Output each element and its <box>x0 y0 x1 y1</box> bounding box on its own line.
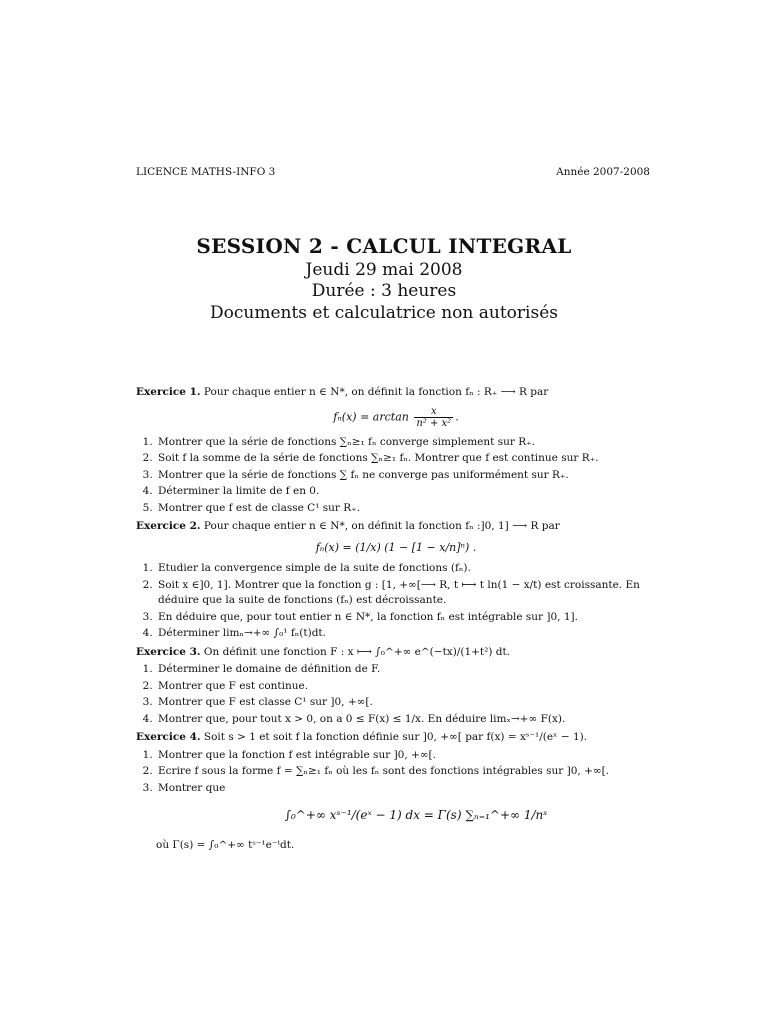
gamma-definition: où Γ(s) = ∫₀^+∞ tˢ⁻¹e⁻ᵗdt. <box>156 838 295 851</box>
question-item: 3. Montrer que F est classe C¹ sur ]0, +∞[. <box>156 695 656 711</box>
exercise-4 <box>136 730 656 746</box>
exercise-2-formula: fₙ(x) = (1/x) (1 − [1 − x/n]ⁿ) . <box>315 540 477 554</box>
question-item: 4. Déterminer la limite de f en 0. <box>156 484 656 500</box>
exercise-title: Exercice 1. <box>136 386 201 398</box>
exam-duration: Durée : 3 heures <box>311 281 457 301</box>
question-item: 3. Montrer que la série de fonctions ∑ fₙ ne converge pas uniformément sur R₊. <box>156 468 656 484</box>
exercise-2 <box>136 519 656 535</box>
title-block <box>0 234 768 324</box>
exercise-3-questions <box>136 662 656 727</box>
question-item: 1. Etudier la convergence simple de la suite de fonctions (fₙ). <box>156 561 656 577</box>
formula-lhs: fₙ(x) = arctan <box>333 410 409 423</box>
exercise-1-formula: fₙ(x) = arctan $\frac{x}{\text{n² + x²}}$ . <box>333 405 459 429</box>
question-item: 5. Montrer que f est de classe C¹ sur R₊. <box>156 501 656 517</box>
exercise-title: Exercice 4. <box>136 731 201 743</box>
question-item: 2. Montrer que F est continue. <box>156 679 656 695</box>
exercise-intro: Soit s > 1 et soit f la fonction définie sur ]0, +∞[ par f(x) = xˢ⁻¹/(eˣ − 1). <box>203 731 588 743</box>
question-item: 3. En déduire que, pour tout entier n ∈ N*, la fonction fₙ est intégrable sur ]0, 1]. <box>156 610 656 626</box>
exam-title: SESSION 2 - CALCUL INTEGRAL <box>196 234 572 258</box>
question-item: 4. Montrer que, pour tout x > 0, on a 0 ≤ F(x) ≤ 1/x. En déduire limₓ→+∞ F(x). <box>156 712 656 728</box>
question-item: 2. Ecrire f sous la forme f = ∑ₙ≥₁ fₙ où les fₙ sont des fonctions intégrables sur ]0, +∞[. <box>156 764 656 780</box>
question-item: 2. Soit x ∈]0, 1]. Montrer que la fonction g : [1, +∞[⟶ R, t ⟼ t ln(1 − x/t) est croissante. En déduire que la suite de fonctions (fₙ) est décroissante. <box>156 578 656 609</box>
year-label: Année 2007-2008 <box>556 166 650 178</box>
course-label: LICENCE MATHS-INFO 3 <box>136 166 276 178</box>
formula-fraction <box>414 406 453 429</box>
question-item: 1. Déterminer le domaine de définition de F. <box>156 662 656 678</box>
exercise-title: Exercice 2. <box>136 520 201 532</box>
exercise-intro: On définit une fonction F : x ⟼ ∫₀^+∞ e^(−tx)/(1+t²) dt. <box>203 645 511 658</box>
exercise-1-questions <box>136 435 656 517</box>
exercise-intro: Pour chaque entier n ∈ N*, on définit la fonction fₙ :]0, 1] ⟶ R par <box>203 520 560 532</box>
exercise-intro: Pour chaque entier n ∈ N*, on définit la fonction fₙ : R₊ ⟶ R par <box>203 386 549 398</box>
fraction-numerator: x <box>414 406 453 418</box>
exercise-4-questions <box>136 748 656 797</box>
exam-rules: Documents et calculatrice non autorisés <box>210 303 558 323</box>
exercise-4-formula: ∫₀^+∞ xˢ⁻¹/(eˣ − 1) dx = Γ(s) ∑ₙ₌₁^+∞ 1/nˢ <box>284 808 548 822</box>
question-item: 1. Montrer que la série de fonctions ∑ₙ≥₁ fₙ converge simplement sur R₊. <box>156 435 656 451</box>
exercise-1 <box>136 385 656 401</box>
exam-date: Jeudi 29 mai 2008 <box>305 260 463 280</box>
question-item: 3. Montrer que <box>156 781 656 797</box>
exercise-2-questions <box>136 561 656 642</box>
exercise-3 <box>136 645 656 661</box>
question-item: 1. Montrer que la fonction f est intégrable sur ]0, +∞[. <box>156 748 656 764</box>
question-item: 4. Déterminer limₙ→+∞ ∫₀¹ fₙ(t)dt. <box>156 626 656 642</box>
exercise-title: Exercice 3. <box>136 645 201 658</box>
exam-content <box>136 385 656 853</box>
fraction-denominator: n² + x² <box>416 417 452 429</box>
question-item: 2. Soit f la somme de la série de fonctions ∑ₙ≥₁ fₙ. Montrer que f est continue sur R₊. <box>156 451 656 467</box>
